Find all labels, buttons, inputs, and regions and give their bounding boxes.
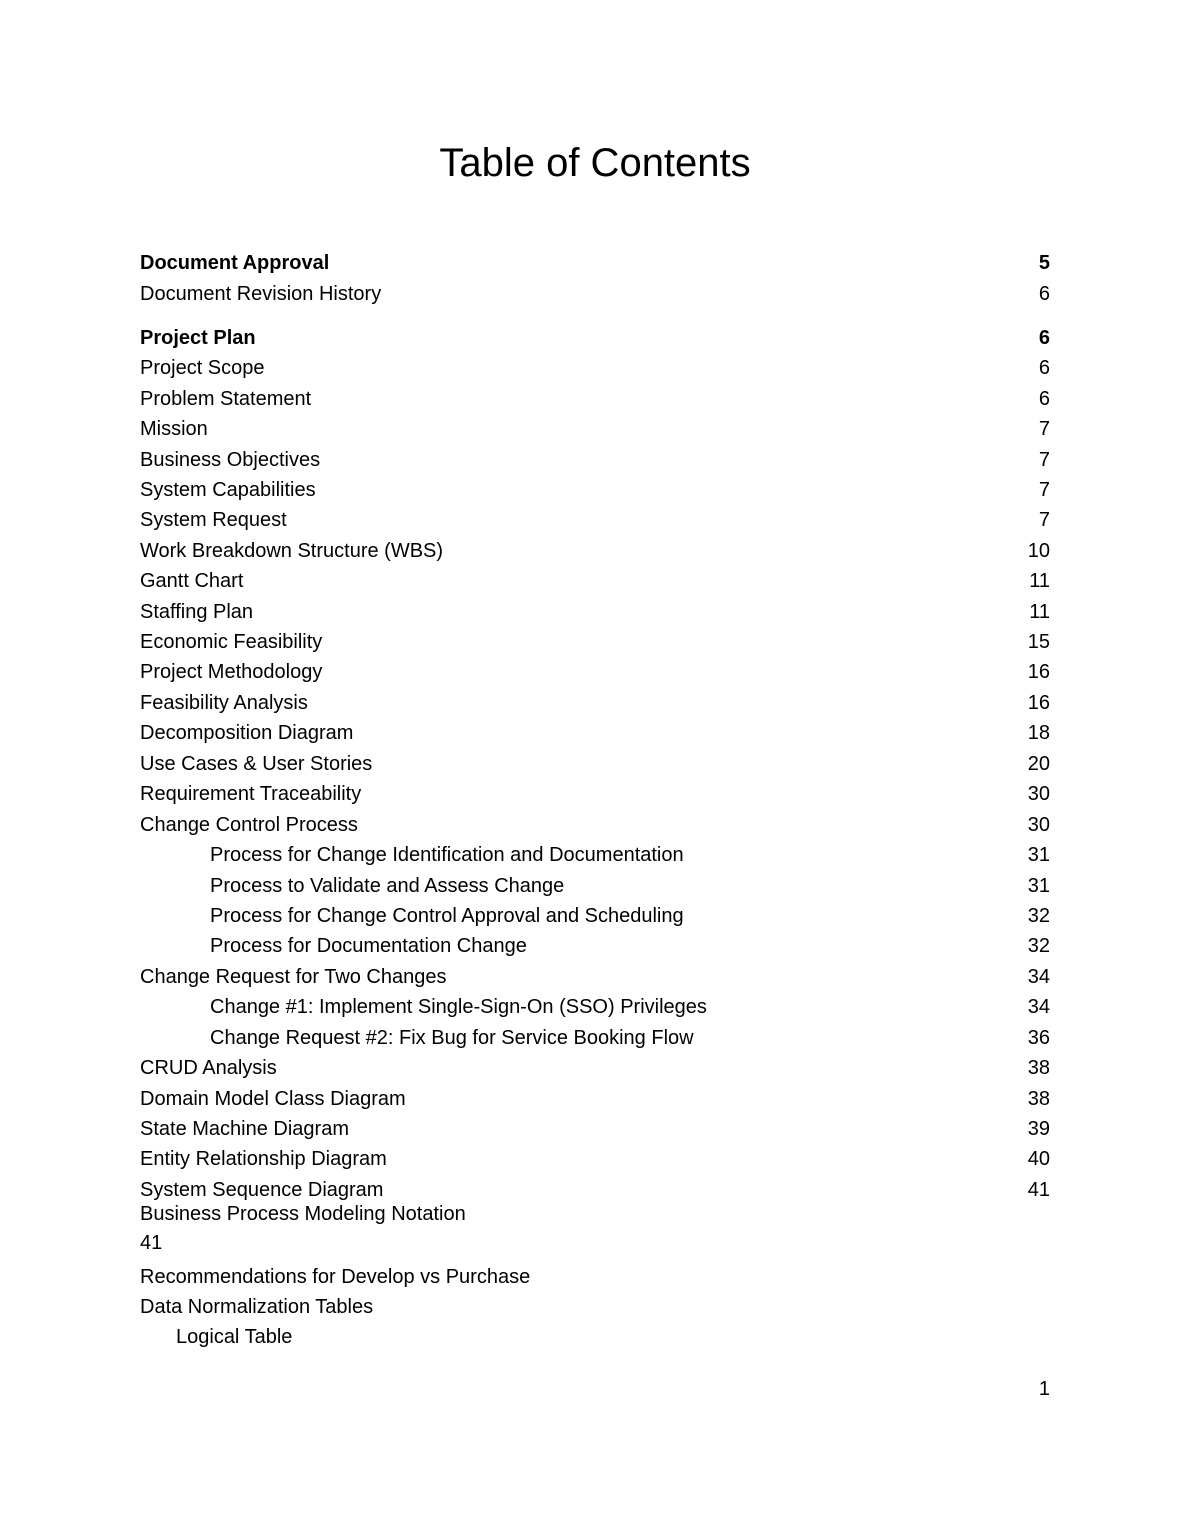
toc-entry-label: Process for Change Identification and Documentation [210, 844, 684, 866]
toc-entry-page: 31 [1027, 844, 1050, 866]
toc-entry-change-request-two-changes[interactable] [140, 964, 1050, 990]
toc-entry-decomposition-diagram[interactable] [140, 720, 1050, 746]
toc-entry-page: 7 [1038, 449, 1050, 471]
toc-entry-validate-assess-change[interactable] [140, 873, 1050, 899]
toc-entry-page: 11 [1029, 601, 1050, 623]
toc-entry-business-objectives[interactable] [140, 447, 1050, 473]
toc-entry-change-1-sso[interactable] [140, 994, 1050, 1020]
page-number: 1 [1038, 1378, 1050, 1400]
toc-entry-label: Staffing Plan [140, 601, 254, 623]
toc-entry-page: 38 [1027, 1088, 1050, 1110]
toc-entry-label: Domain Model Class Diagram [140, 1088, 406, 1110]
toc-entry-label: System Request [140, 509, 287, 531]
toc-entry-label: Work Breakdown Structure (WBS) [140, 540, 444, 562]
toc-entry-page: 6 [1038, 388, 1050, 410]
toc-entry-label: Process for Documentation Change [210, 935, 527, 957]
toc-entry-label: Entity Relationship Diagram [140, 1148, 387, 1170]
toc-entry-wbs[interactable] [140, 538, 1050, 564]
toc-entry-page: 39 [1027, 1118, 1050, 1140]
toc-entry-economic-feasibility[interactable] [140, 629, 1050, 655]
toc-entry-label: Problem Statement [140, 388, 312, 410]
toc-entry-label: Change Request for Two Changes [140, 966, 447, 988]
toc-entry-label: Project Scope [140, 357, 265, 379]
toc-entry-label: Process to Validate and Assess Change [210, 875, 565, 897]
toc-entry-label: Change Request #2: Fix Bug for Service Booking Flow [210, 1027, 694, 1049]
toc-entry-page: 6 [1038, 283, 1050, 305]
toc-entry-page: 7 [1038, 479, 1050, 501]
toc-entry-label: State Machine Diagram [140, 1118, 349, 1140]
toc-entry-project-scope[interactable] [140, 355, 1050, 381]
toc-entry-label: Process for Change Control Approval and Scheduling [210, 905, 684, 927]
toc-entry-system-capabilities[interactable] [140, 477, 1050, 503]
toc-entry-page: 34 [1027, 966, 1050, 988]
toc-entry-label: Gantt Chart [140, 570, 244, 592]
toc-entry-state-machine-diagram[interactable] [140, 1116, 1050, 1142]
toc-entry-label: Project Plan [140, 327, 256, 349]
toc-entry-crud-analysis[interactable] [140, 1055, 1050, 1081]
toc-entry-label: Requirement Traceability [140, 783, 362, 805]
toc-entry-page: 5 [1038, 252, 1050, 274]
toc-entry-document-revision-history[interactable] [140, 281, 1050, 307]
toc-entry-change-approval-scheduling[interactable] [140, 903, 1050, 929]
toc-entry-domain-model-class-diagram[interactable] [140, 1086, 1050, 1112]
toc-line-bpmn-page: 41 [140, 1232, 163, 1254]
toc-entry-label: System Sequence Diagram [140, 1179, 384, 1201]
toc-entry-requirement-traceability[interactable] [140, 781, 1050, 807]
page-title: Table of Contents [439, 141, 751, 185]
toc-entry-page: 30 [1027, 814, 1050, 836]
toc-entry-documentation-change[interactable] [140, 933, 1050, 959]
toc-entry-label: Business Objectives [140, 449, 321, 471]
toc-entry-project-plan[interactable] [140, 325, 1050, 351]
toc-entry-problem-statement[interactable] [140, 386, 1050, 412]
toc-entry-use-cases[interactable] [140, 751, 1050, 777]
toc-entry-label: Document Revision History [140, 283, 382, 305]
toc-entry-page: 32 [1027, 905, 1050, 927]
toc-entry-page: 38 [1027, 1057, 1050, 1079]
toc-entry-system-sequence-diagram[interactable] [140, 1177, 1050, 1203]
toc-line-data-normalization[interactable]: Data Normalization Tables [140, 1296, 374, 1318]
toc-entry-page: 31 [1027, 875, 1050, 897]
toc-entry-entity-relationship-diagram[interactable] [140, 1146, 1050, 1172]
toc-entry-change-2-bug-fix[interactable] [140, 1025, 1050, 1051]
toc-line-logical-table[interactable]: Logical Table [176, 1326, 293, 1348]
toc-entry-feasibility-analysis[interactable] [140, 690, 1050, 716]
toc-entry-page: 15 [1027, 631, 1050, 653]
toc-entry-page: 41 [1027, 1179, 1050, 1201]
toc-entry-page: 36 [1027, 1027, 1050, 1049]
toc-entry-page: 18 [1027, 722, 1050, 744]
toc-entry-page: 7 [1038, 509, 1050, 531]
toc-entry-page: 32 [1027, 935, 1050, 957]
toc-entry-page: 11 [1029, 570, 1050, 592]
toc-entry-label: Project Methodology [140, 661, 323, 683]
toc-entry-document-approval[interactable] [140, 250, 1050, 276]
toc-entry-page: 30 [1027, 783, 1050, 805]
toc-entry-label: Document Approval [140, 252, 330, 274]
toc-line-develop-vs-purchase[interactable]: Recommendations for Develop vs Purchase [140, 1266, 531, 1288]
toc-entry-project-methodology[interactable] [140, 659, 1050, 685]
toc-entry-page: 34 [1027, 996, 1050, 1018]
toc-line-bpmn[interactable]: Business Process Modeling Notation [140, 1203, 466, 1225]
toc-entry-label: Decomposition Diagram [140, 722, 354, 744]
toc-entry-label: Use Cases & User Stories [140, 753, 373, 775]
toc-entry-label: Feasibility Analysis [140, 692, 308, 714]
toc-entry-page: 7 [1038, 418, 1050, 440]
toc-entry-label: Economic Feasibility [140, 631, 323, 653]
toc-entry-page: 40 [1027, 1148, 1050, 1170]
toc-entry-gantt-chart[interactable] [140, 568, 1050, 594]
toc-entry-change-identification[interactable] [140, 842, 1050, 868]
toc-entry-label: Change #1: Implement Single-Sign-On (SSO) Privileges [210, 996, 707, 1018]
toc-entry-label: CRUD Analysis [140, 1057, 277, 1079]
toc-entry-page: 6 [1038, 327, 1050, 349]
toc-entry-label: Mission [140, 418, 208, 440]
toc-entry-system-request[interactable] [140, 507, 1050, 533]
toc-entry-page: 10 [1027, 540, 1050, 562]
toc-entry-page: 6 [1038, 357, 1050, 379]
toc-entry-staffing-plan[interactable] [140, 599, 1050, 625]
toc-entry-label: System Capabilities [140, 479, 316, 501]
toc-entry-page: 20 [1027, 753, 1050, 775]
toc-entry-page: 16 [1027, 661, 1050, 683]
toc-entry-mission[interactable] [140, 416, 1050, 442]
toc-entry-change-control-process[interactable] [140, 812, 1050, 838]
toc-entry-page: 16 [1027, 692, 1050, 714]
toc-entry-label: Change Control Process [140, 814, 358, 836]
